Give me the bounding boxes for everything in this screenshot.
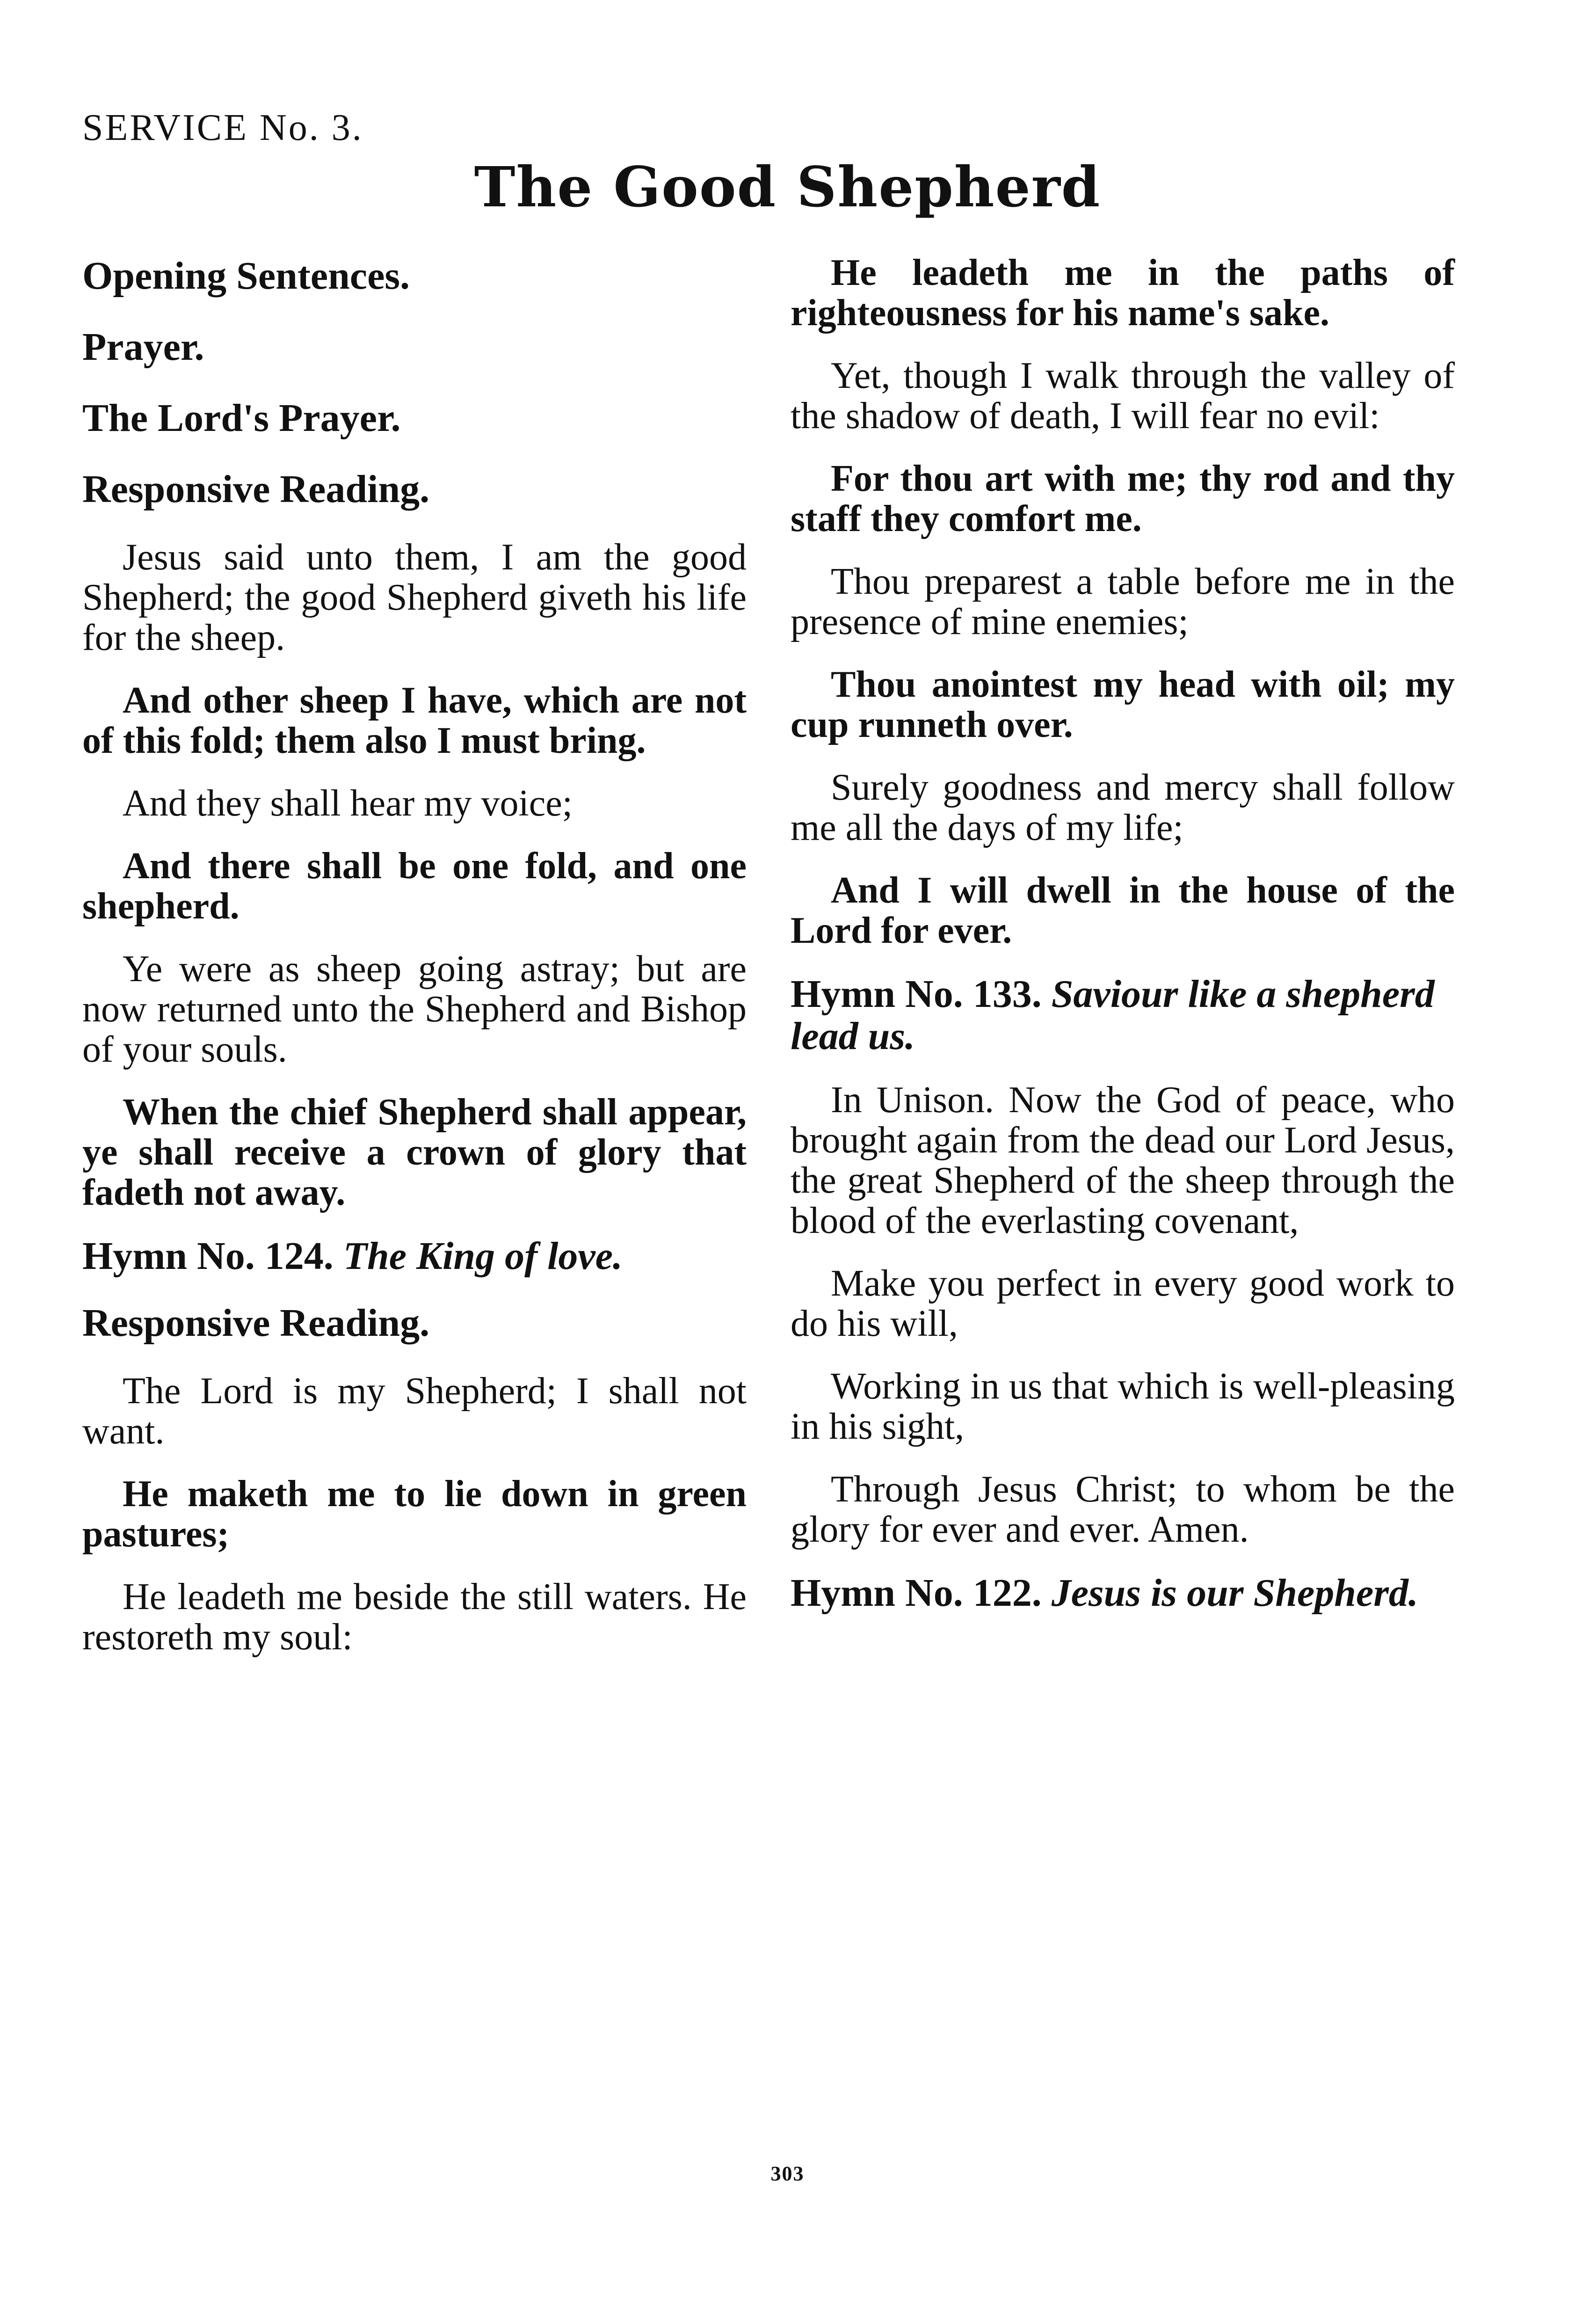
page-number: 303: [770, 2162, 805, 2185]
hymn-133: [791, 973, 1455, 1057]
hymn-124: [82, 1235, 747, 1277]
reading-response: He maketh me to lie down in green pastures;: [82, 1473, 747, 1555]
reading-response: When the chief Shepherd shall appear, ye shall receive a crown of glory that fadeth not away.: [82, 1092, 747, 1213]
prayer-heading: Prayer.: [82, 325, 204, 369]
reading-response: And I will dwell in the house of the Lord for ever.: [791, 870, 1455, 951]
reading-verse: Ye were as sheep going astray; but are now returned unto the Shepherd and Bishop of your souls.: [82, 948, 747, 1070]
service-label: SERVICE No. 3.: [82, 107, 363, 148]
reading-response: Thou anointest my head with oil; my cup runneth over.: [791, 664, 1455, 745]
reading-verse: And they shall hear my voice;: [123, 783, 573, 824]
responsive-reading-heading: Responsive Reading.: [82, 1301, 430, 1345]
hymn-name: The King of love.: [343, 1234, 623, 1278]
hymn-name: Saviour like a shepherd lead us.: [791, 972, 1435, 1058]
responsive-reading-heading: Responsive Reading.: [82, 467, 430, 511]
hymn-number: Hymn No. 122.: [791, 1571, 1042, 1615]
reading-verse: Yet, though I walk through the valley of the shadow of death, I will fear no evil:: [791, 355, 1455, 437]
reading-verse: Jesus said unto them, I am the good Shepherd; the good Shepherd giveth his life for the sheep.: [82, 537, 747, 658]
right-column: [791, 253, 1455, 1637]
hymn-number: Hymn No. 133.: [791, 972, 1042, 1016]
reading-verse: Thou preparest a table before me in the presence of mine enemies;: [791, 561, 1455, 642]
hymn-number: Hymn No. 124.: [82, 1234, 334, 1278]
unison-verse: In Unison. Now the God of peace, who brought again from the dead our Lord Jesus, the great Shepherd of the sheep through the blood of the everlasting covenant,: [791, 1079, 1455, 1241]
hymn-122: [791, 1572, 1455, 1614]
reading-verse: Surely goodness and mercy shall follow me all the days of my life;: [791, 767, 1455, 848]
hymn-name: Jesus is our Shepherd.: [1051, 1571, 1418, 1615]
left-column: [82, 253, 747, 1680]
reading-verse: The Lord is my Shepherd; I shall not want.: [82, 1370, 747, 1452]
page-title: The Good Shepherd: [474, 154, 1101, 219]
reading-response: He leadeth me in the paths of righteousness for his name's sake.: [791, 252, 1455, 334]
unison-verse: Through Jesus Christ; to whom be the glory for ever and ever. Amen.: [791, 1469, 1455, 1550]
opening-sentences-heading: Opening Sentences.: [82, 254, 410, 298]
unison-verse: Make you perfect in every good work to do his will,: [791, 1263, 1455, 1344]
unison-verse: Working in us that which is well-pleasing in his sight,: [791, 1366, 1455, 1447]
reading-verse: He leadeth me beside the still waters. He restoreth my soul:: [82, 1576, 747, 1658]
reading-response: For thou art with me; thy rod and thy staff they comfort me.: [791, 458, 1455, 539]
reading-response: And there shall be one fold, and one shepherd.: [82, 845, 747, 927]
reading-response: And other sheep I have, which are not of this fold; them also I must bring.: [82, 680, 747, 761]
lords-prayer-heading: The Lord's Prayer.: [82, 396, 401, 440]
